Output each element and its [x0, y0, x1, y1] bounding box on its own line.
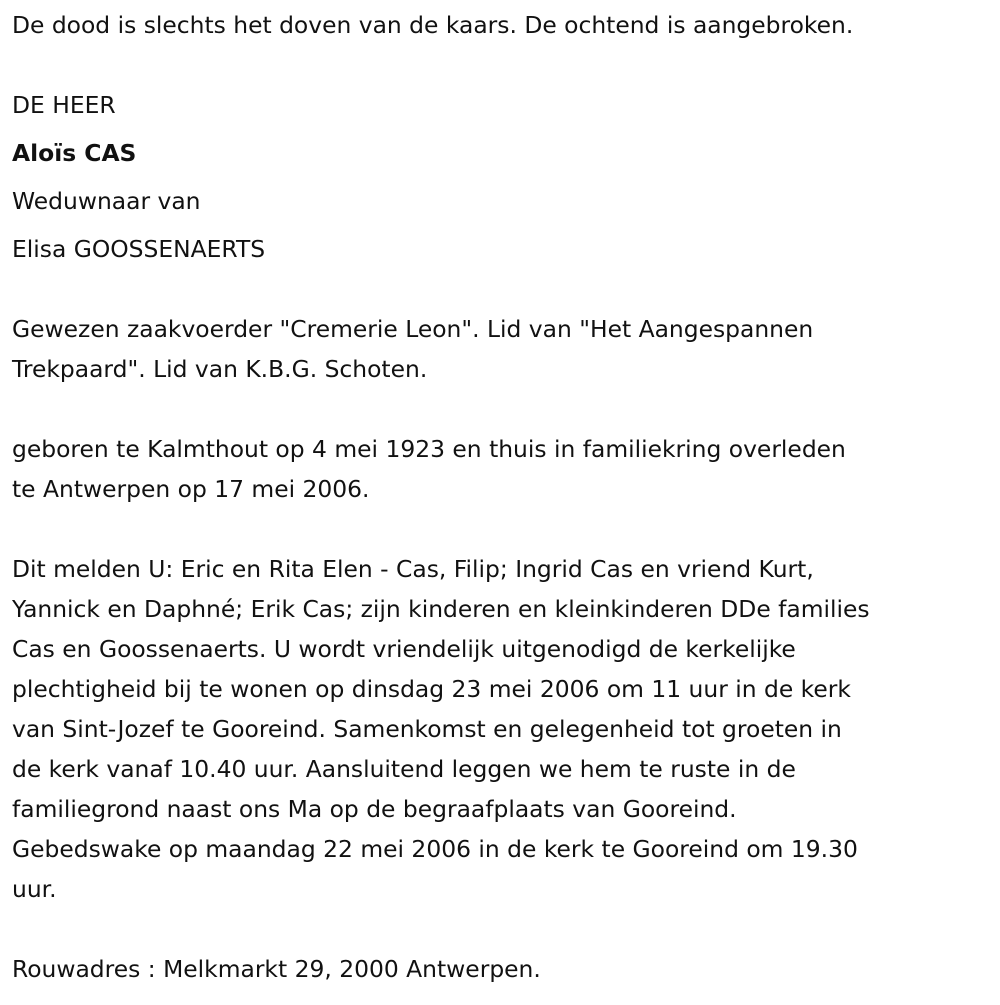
announcement-line: Dit melden U: Eric en Rita Elen - Cas, Filip; Ingrid Cas en vriend Kurt, — [12, 555, 814, 583]
spouse-name: Elisa GOOSSENAERTS — [12, 235, 266, 263]
announcement-line: Gebedswake op maandag 22 mei 2006 in de kerk te Gooreind om 19.30 — [12, 835, 858, 863]
widower-label: Weduwnaar van — [12, 187, 201, 215]
title: DE HEER — [12, 91, 116, 119]
bio-line: Gewezen zaakvoerder "Cremerie Leon". Lid van "Het Aangespannen — [12, 315, 814, 343]
announcement-line: Cas en Goossenaerts. U wordt vriendelijk uitgenodigd de kerkelijke — [12, 635, 796, 663]
announcement-line: plechtigheid bij te wonen op dinsdag 23 mei 2006 om 11 uur in de kerk — [12, 675, 851, 703]
dates-line: te Antwerpen op 17 mei 2006. — [12, 475, 370, 503]
bio-line: Trekpaard". Lid van K.B.G. Schoten. — [12, 355, 428, 383]
announcement-line: van Sint-Jozef te Gooreind. Samenkomst en gelegenheid tot groeten in — [12, 715, 842, 743]
quote: De dood is slechts het doven van de kaars. De ochtend is aangebroken. — [12, 11, 854, 39]
dates-line: geboren te Kalmthout op 4 mei 1923 en thuis in familiekring overleden — [12, 435, 846, 463]
announcement-line: de kerk vanaf 10.40 uur. Aansluitend leggen we hem te ruste in de — [12, 755, 796, 783]
announcement-line: uur. — [12, 875, 57, 903]
mourning-address: Rouwadres : Melkmarkt 29, 2000 Antwerpen. — [12, 955, 541, 983]
announcement-line: familiegrond naast ons Ma op de begraafplaats van Gooreind. — [12, 795, 737, 823]
announcement-line: Yannick en Daphné; Erik Cas; zijn kinderen en kleinkinderen DDe families — [12, 595, 870, 623]
deceased-name: Aloïs CAS — [12, 139, 137, 167]
